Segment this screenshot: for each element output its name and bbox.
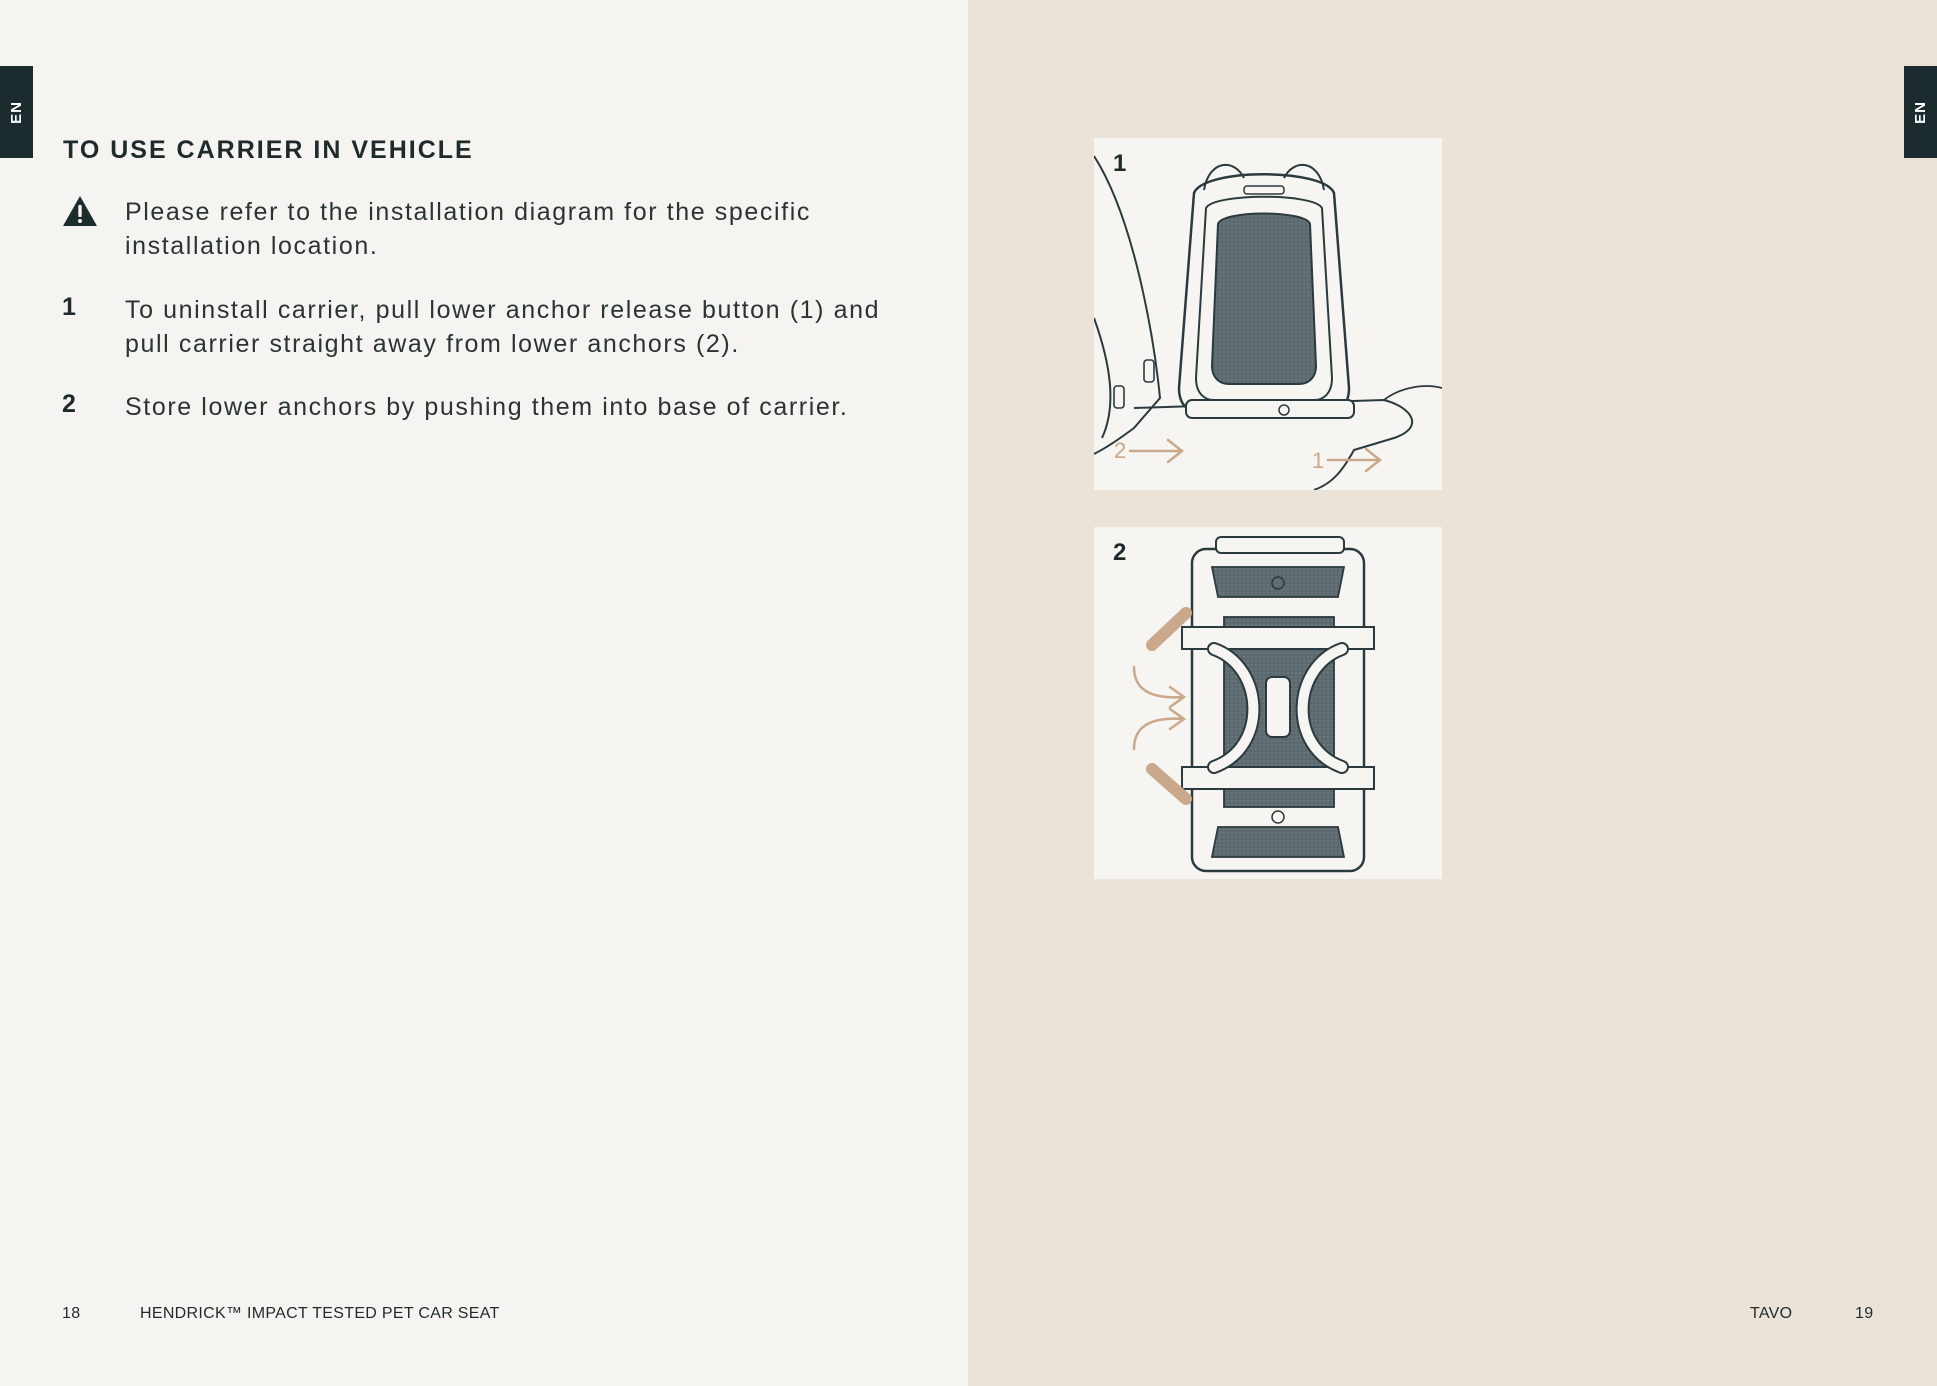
section-title: TO USE CARRIER IN VEHICLE	[63, 136, 474, 164]
figure-number: 2	[1113, 539, 1127, 566]
language-tab-left	[0, 66, 33, 158]
step-number: 1	[62, 293, 76, 321]
language-label: EN	[8, 100, 25, 124]
callout-label-release: 1	[1312, 448, 1325, 473]
warning-note	[62, 195, 922, 263]
footer-page-number-right: 19	[1855, 1305, 1874, 1322]
figure-uninstall-carrier	[1094, 138, 1442, 490]
warning-triangle-icon	[62, 195, 125, 263]
left-page	[0, 0, 968, 1386]
language-tab-right	[1904, 66, 1937, 158]
figure-store-anchors	[1094, 527, 1442, 879]
footer-brand: TAVO	[1750, 1305, 1793, 1322]
footer-document-title: HENDRICK™ IMPACT TESTED PET CAR SEAT	[140, 1305, 500, 1322]
step-text: To uninstall carrier, pull lower anchor release button (1) and pull carrier straight away from lower anchors (2).	[125, 296, 881, 358]
carrier-base-illustration	[1094, 527, 1442, 879]
footer-page-number-left: 18	[62, 1305, 81, 1322]
step-text: Store lower anchors by pushing them into base of carrier.	[125, 393, 849, 421]
callout-label-anchor: 2	[1114, 438, 1127, 463]
step-number: 2	[62, 390, 76, 418]
figure-number: 1	[1113, 150, 1127, 177]
language-label: EN	[1912, 100, 1929, 124]
step-item	[62, 293, 922, 361]
warning-text: Please refer to the installation diagram for the specific installation location.	[125, 198, 811, 260]
step-item	[62, 390, 922, 424]
carrier-front-illustration	[1094, 138, 1442, 490]
